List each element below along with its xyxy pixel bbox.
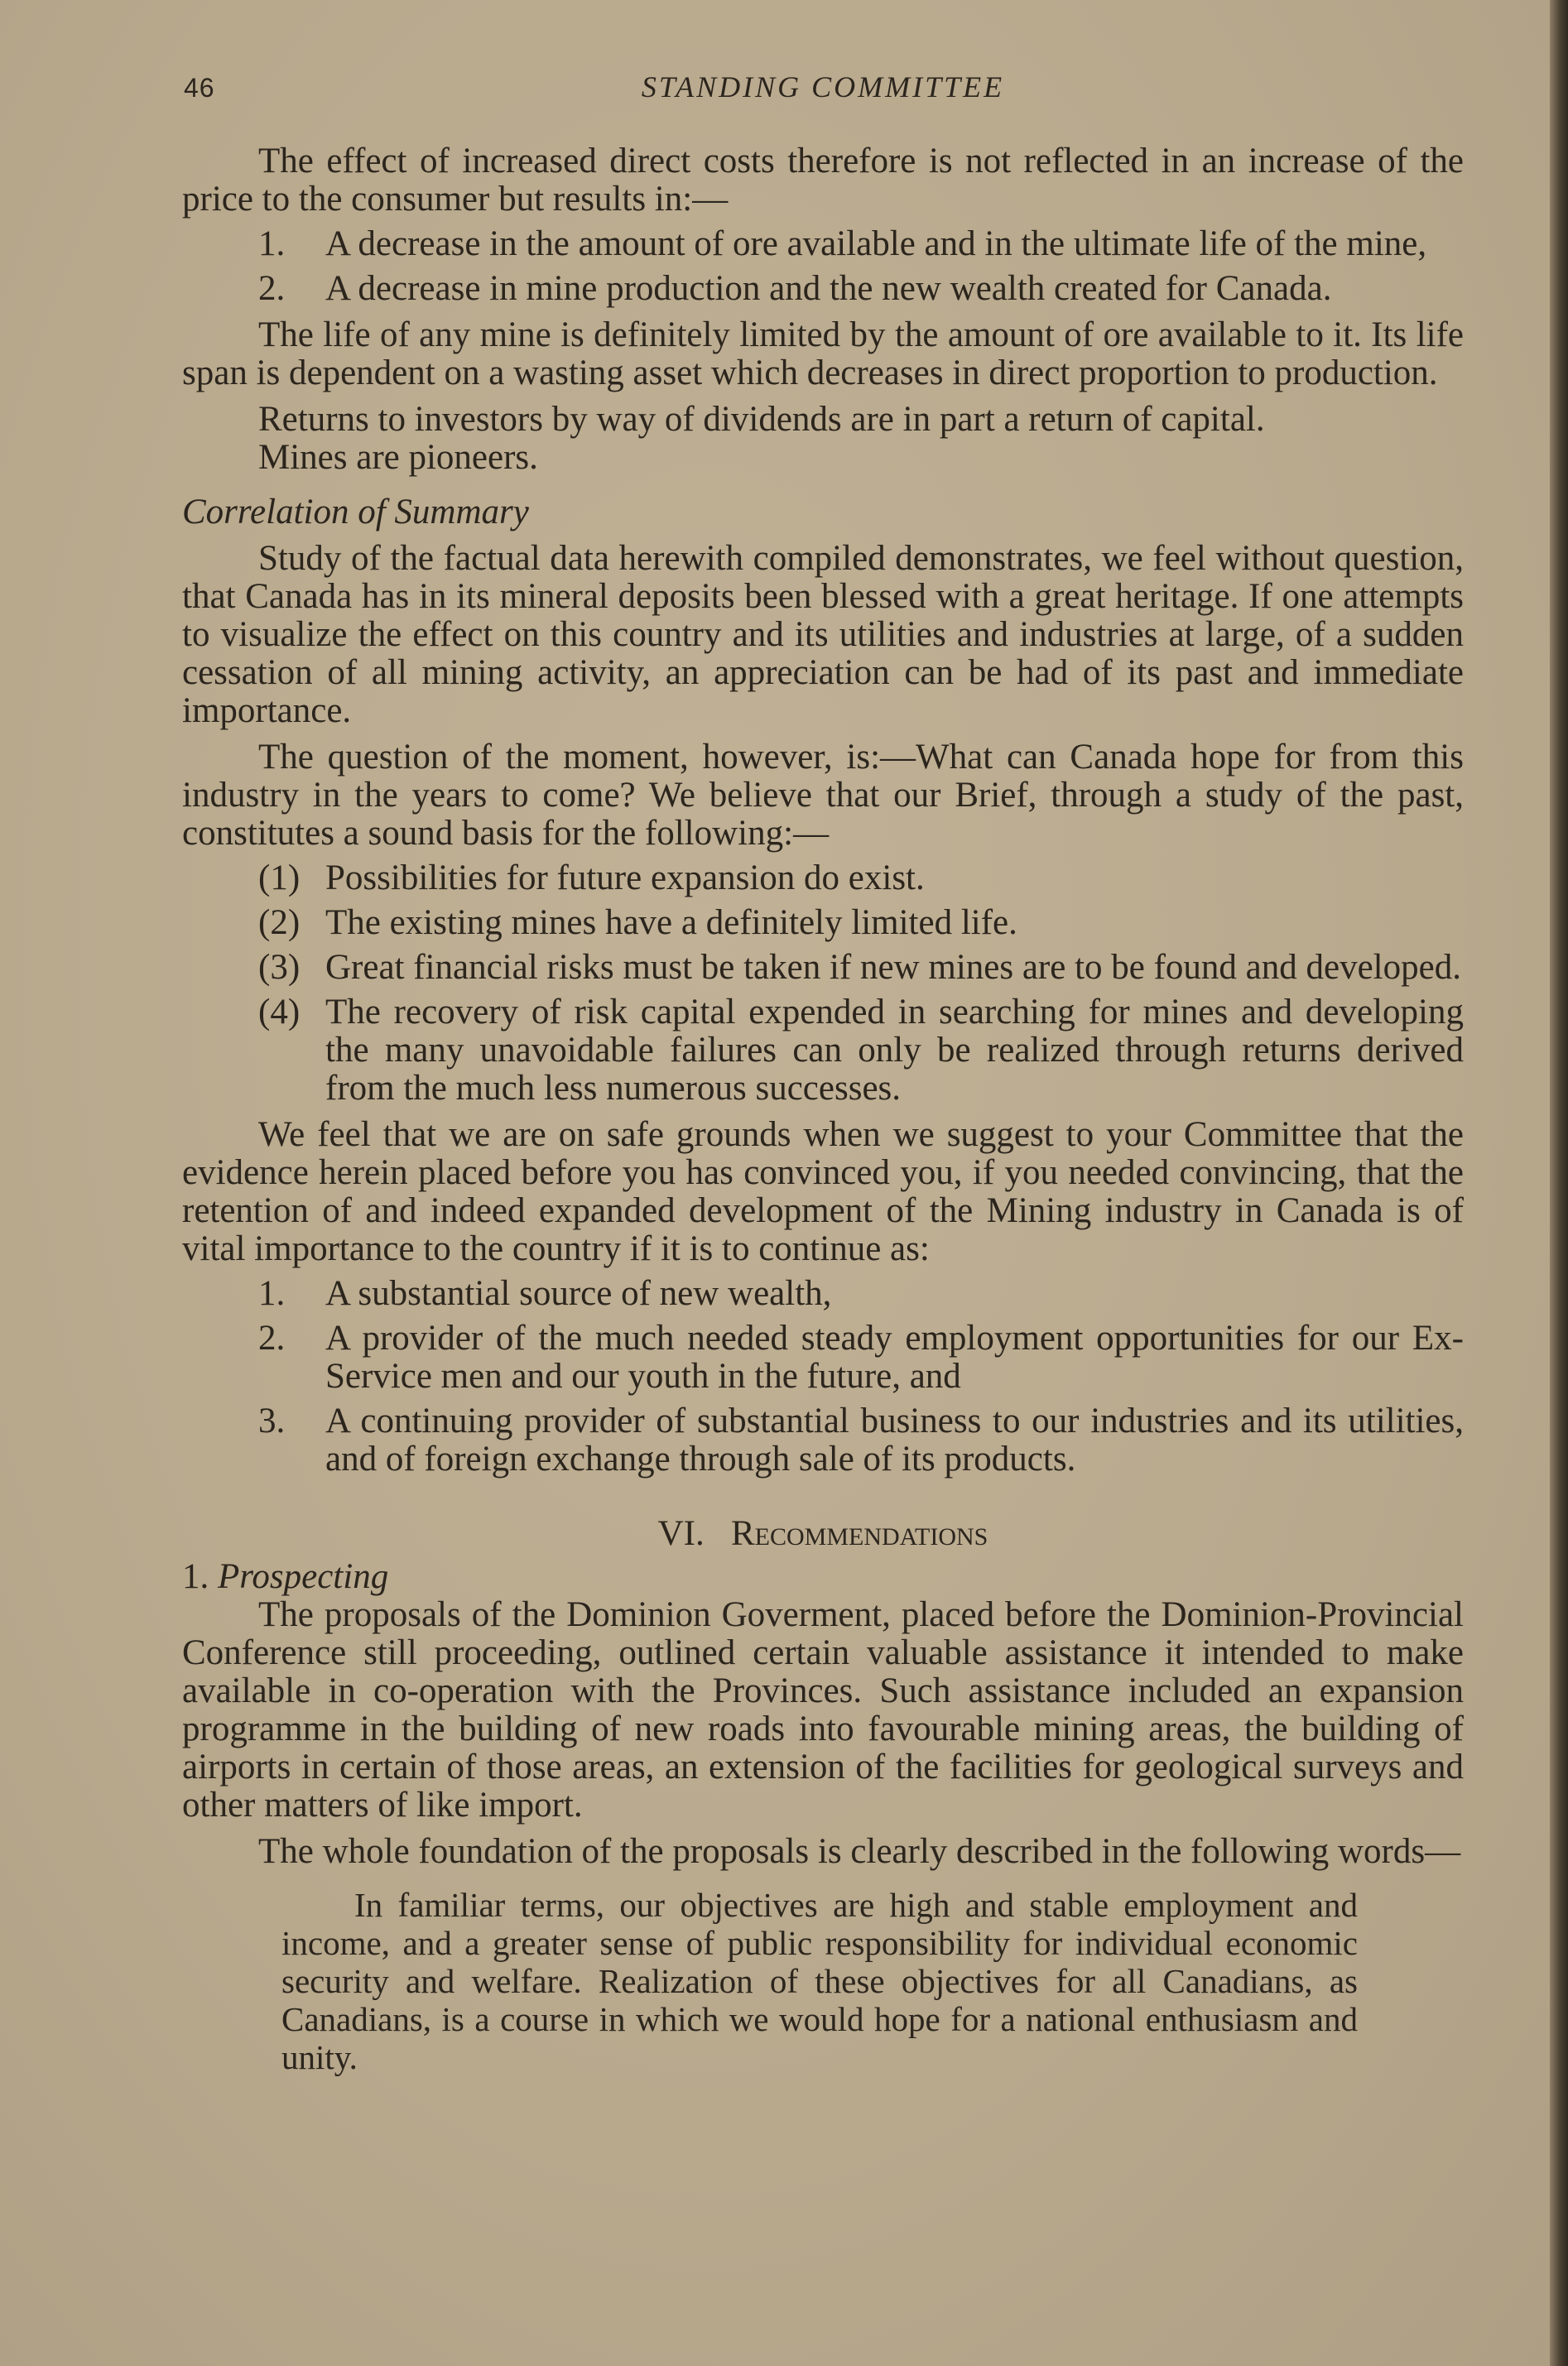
list-text: The existing mines have a definitely limited life.	[325, 903, 1017, 942]
list-item	[182, 1402, 1464, 1479]
list-item	[182, 993, 1464, 1108]
paragraph: The question of the moment, however, is:—What can Canada hope for from this industry in the years to come? We believe that our Brief, through a study of the past, constitutes a sound basis for the following:—	[182, 738, 1464, 853]
paragraph: Mines are pioneers.	[258, 438, 538, 477]
list-text: A decrease in mine production and the new wealth created for Canada.	[325, 269, 1332, 308]
list-number: 1.	[258, 224, 286, 263]
paragraph: The effect of increased direct costs therefore is not reflected in an increase of the price to the consumer but results in:—	[182, 142, 1464, 219]
paragraph: Returns to investors by way of dividends are in part a return of capital.	[258, 400, 1265, 439]
list-number: 2.	[258, 1319, 286, 1358]
list-number: (2)	[258, 903, 301, 942]
list-number: (4)	[258, 993, 301, 1032]
list-text: A decrease in the amount of ore available and in the ultimate life of the mine,	[325, 224, 1427, 263]
list-number: (3)	[258, 948, 301, 987]
page-number: 46	[184, 73, 215, 103]
list-item	[182, 225, 1464, 263]
list-item	[182, 1320, 1464, 1396]
list-text: A continuing provider of substantial business to our industries and its utilities, and of foreign exchange through sale of its products.	[325, 1402, 1464, 1479]
paragraph: The whole foundation of the proposals is clearly described in the following words—	[258, 1832, 1461, 1871]
quote-text: In familiar terms, our objectives are high and stable employment and income, and a greater sense of public responsibility for individual economic security and welfare. Realization of these objectives for all Canadians, as Canadians, is a course in which we would hope for a national enthusiasm and unity.	[281, 1886, 1358, 2076]
list-number: (1)	[258, 858, 301, 897]
list-number: 1.	[258, 1274, 286, 1313]
numbered-list	[182, 225, 1464, 308]
list-text: A provider of the much needed steady employment opportunities for our Ex-Service men and our youth in the future, and	[325, 1319, 1464, 1396]
list-number: 2.	[258, 269, 286, 308]
page-header	[184, 70, 1462, 111]
list-text: A substantial source of new wealth,	[325, 1274, 832, 1313]
paragraph: The life of any mine is definitely limited by the amount of ore available to it. Its life span is dependent on a wasting asset which decreases in direct proportion to production.	[182, 315, 1464, 392]
numbered-list	[182, 859, 1464, 1108]
section-number: VI.	[657, 1514, 705, 1553]
list-number: 3.	[258, 1402, 286, 1440]
list-text: Possibilities for future expansion do exist.	[325, 858, 925, 897]
list-text: The recovery of risk capital expended in searching for mines and developing the many unavoidable failures can only be realized through returns derived from the much less numerous successes.	[325, 993, 1464, 1108]
book-spine-edge	[1550, 0, 1568, 2366]
list-item	[182, 949, 1464, 987]
list-item	[182, 1275, 1464, 1313]
paragraph: We feel that we are on safe grounds when we suggest to your Committee that the evidence herein placed before you has convinced you, if you needed convincing, that the retention of and indeed expanded development of the Mining industry in Canada is of vital importance to the country if it is to continue as:	[182, 1115, 1464, 1268]
subsection-heading	[182, 1558, 1464, 1596]
page-body	[182, 142, 1464, 2076]
list-item	[182, 859, 1464, 897]
section-heading-recommendations	[182, 1515, 1464, 1553]
section-heading: Correlation of Summary	[182, 493, 529, 531]
list-item	[182, 904, 1464, 942]
subsection-number: 1.	[182, 1557, 209, 1596]
block-quote	[281, 1886, 1358, 2076]
list-item	[182, 270, 1464, 308]
subsection-title: Prospecting	[218, 1557, 389, 1596]
paragraph: The proposals of the Dominion Goverment, placed before the Dominion-Provincial Conference still proceeding, outlined certain valuable assistance it intended to make available in co-operation with the Provinces. Such assistance included an expansion programme in the building of new roads into favourable mining areas, the building of airports in certain of those areas, an extension of the facilities for geological surveys and other matters of like import.	[182, 1595, 1464, 1825]
list-text: Great financial risks must be taken if new mines are to be found and developed.	[325, 948, 1461, 987]
paragraph: Study of the factual data herewith compiled demonstrates, we feel without question, that Canada has in its mineral deposits been blessed with a great heritage. If one attempts to visualize the effect on this country and its utilities and industries at large, of a sudden cessation of all mining activity, an appreciation can be had of its past and immediate importance.	[182, 539, 1464, 730]
section-title: Recommendations	[731, 1514, 988, 1553]
numbered-list	[182, 1275, 1464, 1479]
running-title: STANDING COMMITTEE	[641, 70, 1005, 103]
